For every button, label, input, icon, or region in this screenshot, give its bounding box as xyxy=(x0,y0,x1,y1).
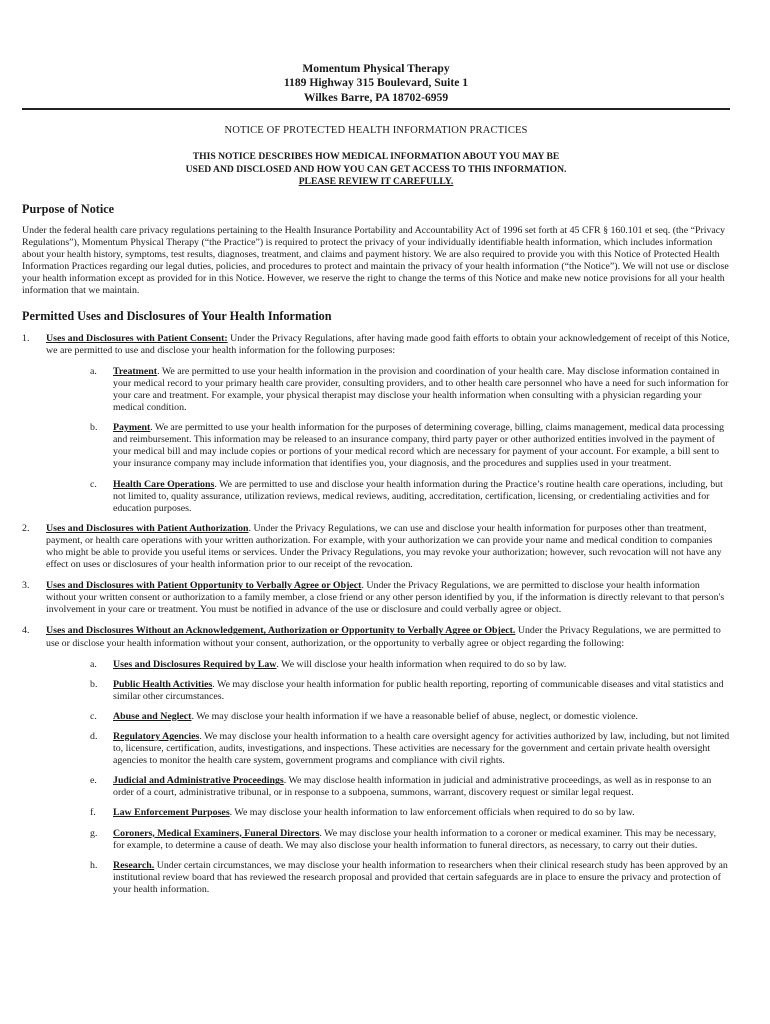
org-name: Momentum Physical Therapy xyxy=(302,62,450,75)
subitem-letter: f. xyxy=(90,807,96,819)
subitem-heading: Abuse and Neglect xyxy=(113,710,192,722)
subitem-heading: Law Enforcement Purposes xyxy=(113,807,230,819)
subitem-text: . We may disclose your health information to a health care oversight agency for activities authorized by law, including, but not limited to, licensure, certification, audits, investigations, and inspections. These activities are necessary for the government and certain private health oversight agencies to monitor the health care system, government programs and compliance with civil rights. xyxy=(113,731,730,767)
permitted-subitem-4-a xyxy=(22,659,730,671)
subitem-letter: h. xyxy=(90,859,98,871)
subheading-line-2: USED AND DISCLOSED AND HOW YOU CAN GET ACCESS TO THIS INFORMATION. xyxy=(185,163,567,175)
permitted-subitem-4-d xyxy=(22,731,730,767)
subitem-text: . We may disclose health information in judicial and administrative proceedings, as well as in response to an order of a court, administrative tribunal, or in response to a subpoena, summons, warrant, discovery request or similar legal request. xyxy=(113,775,712,799)
subitem-text: . We will disclose your health information when required to do so by law. xyxy=(276,658,567,670)
subitem-text: . We are permitted to use and disclose your health information during the Practice’s routine health care operations, including, but not limited to, quality assurance, utilization reviews, medical reviews, auditing, accreditation, certification, licensing, or credentialing activities and for education purposes. xyxy=(113,478,723,514)
letterhead xyxy=(22,62,730,105)
subitem-text: Under certain circumstances, we may disclose your health information to researchers when their clinical research study has been approved by an institutional review board that has reviewed the research proposal and provided that certain safeguards are in place to ensure the privacy and protection of your health information. xyxy=(113,859,728,895)
permitted-subitem-4-g xyxy=(22,828,730,852)
subitem-heading: Treatment xyxy=(113,365,158,377)
header-divider xyxy=(22,108,730,110)
permitted-subitem-1-c xyxy=(22,479,730,515)
subitem-letter: e. xyxy=(90,775,97,787)
permitted-item-4 xyxy=(22,625,730,649)
subitem-heading: Public Health Activities xyxy=(113,678,213,690)
item-number: 2. xyxy=(22,522,30,534)
permitted-item-3 xyxy=(22,580,730,616)
subitem-letter: c. xyxy=(90,710,97,722)
item-heading: Uses and Disclosures with Patient Opportunity to Verbally Agree or Object xyxy=(46,580,362,592)
item-heading: Uses and Disclosures with Patient Authorization xyxy=(46,522,249,534)
subitem-heading: Coroners, Medical Examiners, Funeral Directors xyxy=(113,827,320,839)
permitted-uses-list xyxy=(22,333,730,896)
address-line-1: 1189 Highway 315 Boulevard, Suite 1 xyxy=(283,76,469,90)
permitted-subitem-4-c xyxy=(22,711,730,723)
subitem-heading: Health Care Operations xyxy=(113,478,215,490)
subitem-text: . We may disclose your health information if we have a reasonable belief of abuse, neglect, or domestic violence. xyxy=(191,710,638,722)
notice-subheading xyxy=(22,151,730,189)
permitted-item-2 xyxy=(22,523,730,571)
item-text: Under the Privacy Regulations, after having made good faith efforts to obtain your acknowledgement of receipt of this Notice, we are permitted to use and disclose your health information for the following purposes: xyxy=(46,332,730,356)
subitem-text: . We are permitted to use your health information in the provision and coordination of your health care. May disclose information contained in your medical record to your primary health care provider, consulting providers, and to other health care personnel who have a need for such information for your care and treatment. For example, your physical therapist may disclose your health information when consulting with a physician regarding your medical condition. xyxy=(113,365,729,414)
item-text: . Under the Privacy Regulations, we are permitted to disclose your health information without your written consent or authorization to a family member, a close friend or any other person identified by you, if the information is directly relevant to that person's involvement in your care or treatment. You must be notified in advance of the use or disclosure and could verbally agree or object. xyxy=(46,580,725,616)
permitted-subitem-4-e xyxy=(22,775,730,799)
subitem-letter: d. xyxy=(90,731,98,742)
permitted-subitem-4-h xyxy=(22,860,730,896)
subitem-heading: Research. xyxy=(113,859,155,871)
item-number: 4. xyxy=(22,625,30,637)
permitted-subitem-1-b xyxy=(22,422,730,470)
item-text: . Under the Privacy Regulations, we can use and disclose your health information for purposes other than treatment, payment, or health care operations with your written authorization. For example, with your authorization we can provide your name and medical condition to companies who might be able to provide you useful items or services. Under the Privacy Regulations, you may revoke your authorization; however, such revocation will not have any effect on uses or disclosures of your health information prior to our receipt of the revocation. xyxy=(46,522,722,571)
permitted-subitem-4-f xyxy=(22,807,730,819)
subitem-letter: a. xyxy=(90,658,97,670)
address-line-2: Wilkes Barre, PA 18702-6959 xyxy=(303,90,449,104)
subheading-line-1: THIS NOTICE DESCRIBES HOW MEDICAL INFORMATION ABOUT YOU MAY BE xyxy=(192,151,560,163)
subitem-letter: g. xyxy=(90,827,98,839)
permitted-heading: Permitted Uses and Disclosures of Your Health Information xyxy=(22,308,332,323)
subitem-heading: Uses and Disclosures Required by Law xyxy=(113,658,277,670)
subheading-line-3: PLEASE REVIEW IT CAREFULLY. xyxy=(298,176,454,188)
permitted-subitem-1-a xyxy=(22,366,730,414)
item-text: Under the Privacy Regulations, we are permitted to use or disclose your health information without your consent, authorization, or the opportunity to verbally agree or object regarding the following: xyxy=(46,625,721,649)
subitem-letter: b. xyxy=(90,422,98,434)
notice-title xyxy=(22,125,730,136)
subitem-text: . We are permitted to use your health information for the purposes of determining coverage, billing, claims management, medical data processing and reimbursement. This information may be released to an insurance company, third party payer or other authorized entities involved in the payment of your medical bill and may include copies or portions of your medical record which are necessary for payment of your account. For example, a bill sent to your insurance company may include information that identifies you, your diagnosis, and the procedures and supplies used in your treatment. xyxy=(113,422,725,470)
permitted-item-1 xyxy=(22,333,730,357)
subitem-letter: a. xyxy=(90,365,97,377)
subitem-letter: c. xyxy=(90,478,97,490)
subitem-heading: Payment xyxy=(113,422,151,434)
subitem-text: . We may disclose your health information to a coroner or medical examiner. This may be necessary, for example, to determine a cause of death. We may also disclose your health information to funeral directors, as necessary, to carry out their duties. xyxy=(113,827,717,851)
notice-title-text: NOTICE OF PROTECTED HEALTH INFORMATION PRACTICES xyxy=(224,125,528,137)
document-page xyxy=(22,62,730,896)
subitem-letter: b. xyxy=(90,678,98,690)
purpose-text: Under the federal health care privacy regulations pertaining to the Health Insurance Portability and Accountability Act of 1996 set forth at 45 CFR § 160.101 et seq. (the “Privacy Regulations”), Momentum Physical Therapy (“the Practice”) is required to protect the privacy of your individually identifiable health information, which includes information about your health history, symptoms, test results, diagnoses, treatment, and claims and payment history. We are also required to provide you with this Notice of Protected Health Information Practices regarding our legal duties, policies, and procedures to protect and maintain the privacy of your health information (“the Notice”). We will not use or disclose your health information except as provided for in this Notice. However, we reserve the right to change the terms of this Notice and make new notice provisions for all your health information that we maintain. xyxy=(22,225,729,297)
item-heading: Uses and Disclosures Without an Acknowledgement, Authorization or Opportunity to Verbally Agree or Object. xyxy=(46,625,516,637)
subitem-heading: Regulatory Agencies xyxy=(113,731,200,742)
purpose-heading: Purpose of Notice xyxy=(22,202,115,216)
item-number: 1. xyxy=(22,332,30,344)
subitem-text: . We may disclose your health information for public health reporting, reporting of communicable diseases and vital statistics and similar other circumstances. xyxy=(113,678,724,702)
subitem-text: . We may disclose your health information to law enforcement officials when required to do so by law. xyxy=(229,807,635,819)
item-number: 3. xyxy=(22,580,30,592)
item-heading: Uses and Disclosures with Patient Consent: xyxy=(46,332,228,344)
permitted-subitem-4-b xyxy=(22,679,730,703)
subitem-heading: Judicial and Administrative Proceedings xyxy=(113,775,284,787)
